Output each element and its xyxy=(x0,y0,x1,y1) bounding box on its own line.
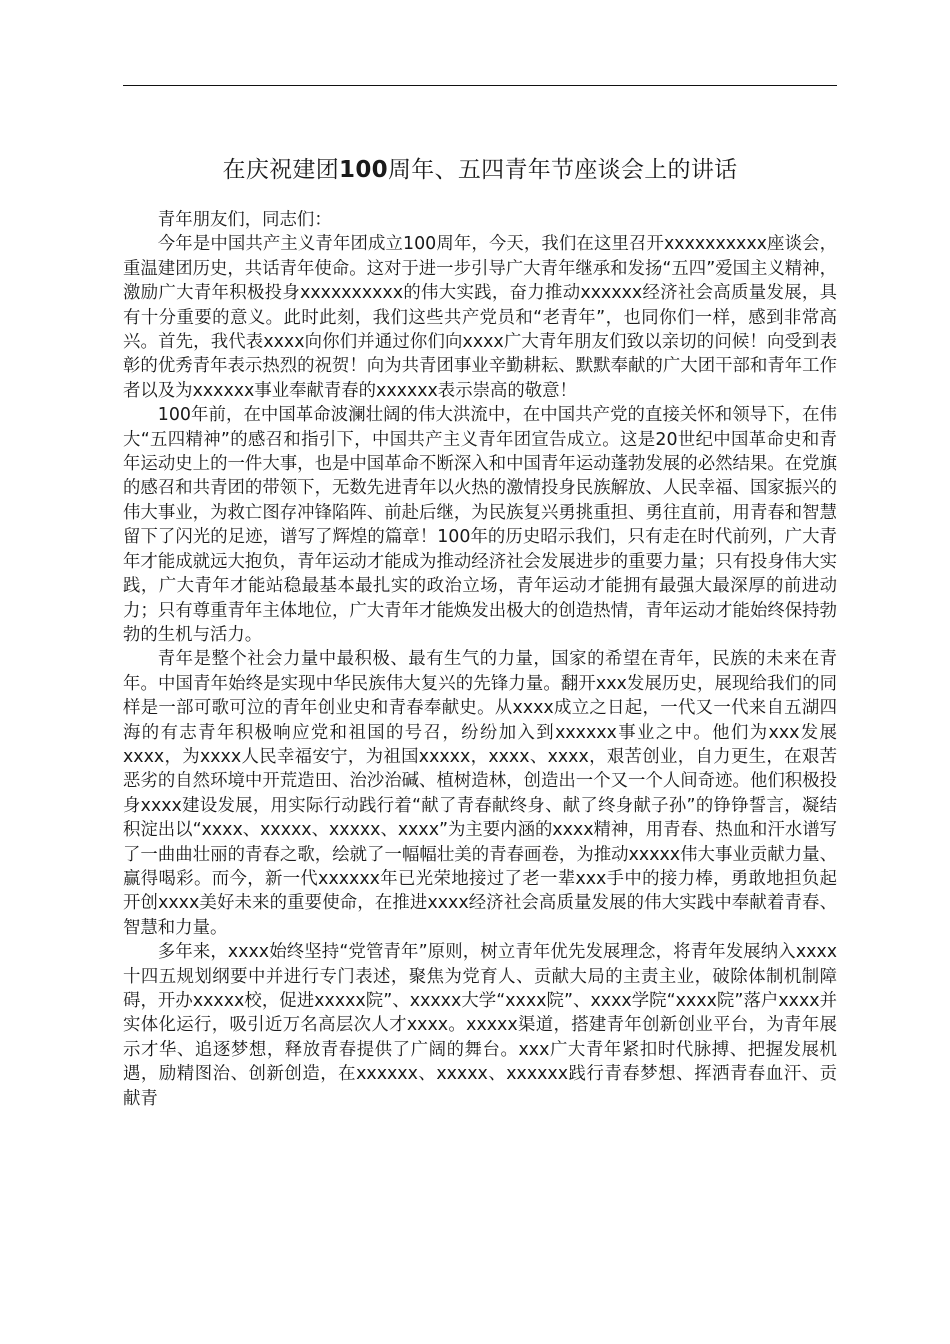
paragraph-1: 今年是中国共产主义青年团成立100周年，今天，我们在这里召开xxxxxxxxxx座谈会，重温建团历史，共话青年使命。这对于进一步引导广大青年继承和发扬“五四”爱国主义精神，激励广大青年积极投身xxxxxxxxxx的伟大实践，奋力推动xxxxxx经济社会高质量发展，具有十分重要的意义。此时此刻，我们这些共产党员和“老青年”，也同你们一样，感到非常高兴。首先，我代表xxxx向你们并通过你们向xxxx广大青年朋友们致以亲切的问候！向受到表彰的优秀青年表示热烈的祝贺！向为共青团事业辛勤耕耘、默默奉献的广大团干部和青年工作者以及为xxxxxx事业奉献青春的xxxxxx表示崇高的敬意！ xyxy=(123,234,837,401)
title-prefix: 在庆祝建团 xyxy=(222,157,340,183)
title-number: 100 xyxy=(339,157,388,183)
header-rule xyxy=(123,85,837,86)
paragraph-4: 多年来，xxxx始终坚持“党管青年”原则，树立青年优先发展理念，将青年发展纳入xxxx十四五规划纲要中并进行专门表述，聚焦为党育人、贡献大局的主责主业，破除体制机制障碍，开办xxxxx校，促进xxxxx院”、xxxxx大学“xxxx院”、xxxx学院“xxxx院”落户xxxx并实体化运行，吸引近万名高层次人才xxxx。xxxxx渠道，搭建青年创新创业平台，为青年展示才华、追逐梦想，释放青春提供了广阔的舞台。xxx广大青年紧扣时代脉搏、把握发展机遇，励精图治、创新创造，在xxxxxx、xxxxx、xxxxxx践行青春梦想、挥洒青春血汗、贡献青 xyxy=(123,942,837,1109)
document-body xyxy=(123,208,837,1111)
title-suffix: 周年、五四青年节座谈会上的讲话 xyxy=(387,157,738,183)
paragraph-3: 青年是整个社会力量中最积极、最有生气的力量，国家的希望在青年，民族的未来在青年。中国青年始终是实现中华民族伟大复兴的先锋力量。翻开xxx发展历史，展现给我们的同样是一部可歌可泣的青年创业史和青春奉献史。从xxxx成立之日起，一代又一代来自五湖四海的有志青年积极响应党和祖国的号召，纷纷加入到xxxxxx事业之中。他们为xxx发展xxxx，为xxxx人民幸福安宁，为祖国xxxxx，xxxx、xxxx，艰苦创业，自力更生，在艰苦恶劣的自然环境中开荒造田、治沙治碱、植树造林，创造出一个又一个人间奇迹。他们积极投身xxxx建设发展，用实际行动践行着“献了青春献终身、献了终身献子孙”的铮铮誓言，凝结积淀出以“xxxx、xxxxx、xxxxx、xxxx”为主要内涵的xxxx精神，用青春、热血和汗水谱写了一曲曲壮丽的青春之歌，绘就了一幅幅壮美的青春画卷，为推动xxxxx伟大事业贡献力量、赢得喝彩。而今，新一代xxxxxx年已光荣地接过了老一辈xxx手中的接力棒，勇敢地担负起开创xxxx美好未来的重要使命，在推进xxxx经济社会高质量发展的伟大实践中奉献着青春、智慧和力量。 xyxy=(123,649,837,938)
salutation: 青年朋友们，同志们： xyxy=(157,210,332,230)
page-title xyxy=(123,150,837,190)
paragraph-2: 100年前，在中国革命波澜壮阔的伟大洪流中，在中国共产党的直接关怀和领导下，在伟大“五四精神”的感召和指引下，中国共产主义青年团宣告成立。这是20世纪中国革命史和青年运动史上的一件大事，也是中国革命不断深入和中国青年运动蓬勃发展的必然结果。在党旗的感召和共青团的带领下，无数先进青年以火热的激情投身民族解放、人民幸福、国家振兴的伟大事业，为救亡图存冲锋陷阵、前赴后继，为民族复兴勇挑重担、勇往直前，用青春和智慧留下了闪光的足迹，谱写了辉煌的篇章！100年的历史昭示我们，只有走在时代前列，广大青年才能成就远大抱负，青年运动才能成为推动经济社会发展进步的重要力量；只有投身伟大实践，广大青年才能站稳最基本最扎实的政治立场，青年运动才能拥有最强大最深厚的前进动力；只有尊重青年主体地位，广大青年才能焕发出极大的创造热情，青年运动才能始终保持勃勃的生机与活力。 xyxy=(123,405,837,645)
